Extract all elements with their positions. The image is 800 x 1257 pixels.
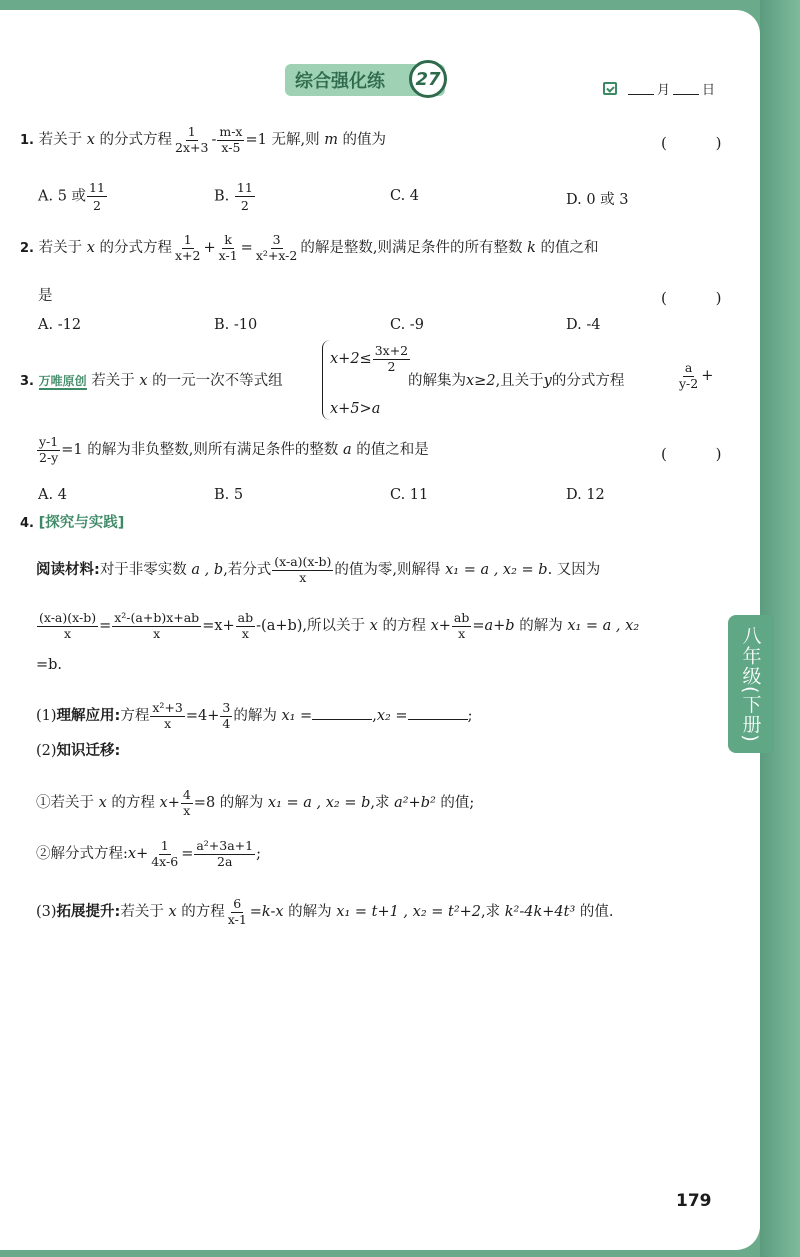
reading-material-line-1: 阅读材料:对于非零实数 a , b,若分式 $\frac{(x-a)(x-b)}{x}$ 的值为零,则解得 x₁ = a , x₂ = b. 又因为 [36,554,601,585]
option-3c[interactable]: C. 11 [390,487,429,503]
option-3b[interactable]: B. 5 [214,487,244,503]
part-2a: ①若关于 x 的方程 x+ $\frac{4}{x}$ =8 的解为 x₁ = a , x₂ = b,求 a²+b² 的值; [36,787,475,818]
section-number: 27 [409,60,447,98]
answer-paren-1[interactable]: ( ) [661,134,744,152]
answer-blank-x1[interactable] [312,708,372,720]
option-1a[interactable]: A. 5 或 $\frac{11}{2}$ [38,180,105,213]
day-blank[interactable] [673,82,699,95]
part-3: (3)拓展提升:若关于 x 的方程 $\frac{6}{x-1}$ =k-x 的解为 x₁ = t+1 , x₂ = t²+2,求 k²-4k+4t³ 的值. [36,896,614,927]
question-4-header: 4. [探究与实践] [20,515,125,531]
question-tag: [探究与实践] [38,515,125,531]
system-brace [322,340,330,420]
inequality-1: x+2≤ $\frac{3x+2}{2}$ [330,343,409,374]
inequality-2: x+5>a [330,401,381,417]
page-number: 179 [676,1191,712,1211]
part-1: (1)理解应用:方程 $\frac{\text{x²+3}}{x}$ =4+ $\frac{3}{4}$ 的解为 x₁ = ,x₂ = ; [36,700,473,731]
option-1d[interactable]: D. 0 或 3 [566,192,629,208]
month-label: 月 [657,83,671,98]
reading-material-line-2: $\frac{(x-a)(x-b)}{x}$ = $\frac{\text{x²-(a+b)x+ab}}{x}$ =x+ $\frac{ab}{x}$ -(a+b),所以关于 x 的方程 x+ $\frac{ab}{x}$ =a+b 的解为 x₁ = a , x₂ [39,610,640,641]
option-1b[interactable]: B. $\frac{11}{2}$ [214,180,253,213]
option-2b[interactable]: B. -10 [214,317,258,333]
option-2a[interactable]: A. -12 [38,317,82,333]
month-blank[interactable] [628,82,654,95]
grade-tab: 八年级(下册) [728,615,774,753]
answer-paren-2[interactable]: ( ) [661,289,744,307]
fraction: $\frac{3}{\text{x²+x-2}}$ [255,232,298,263]
q3-fraction-a: $\frac{a}{y-2}$ + [679,360,714,391]
section-title: 综合强化练 [295,71,385,92]
option-2d[interactable]: D. -4 [566,317,601,333]
calendar-check-icon [603,82,617,95]
question-2-cont: 是 [38,288,53,304]
fraction: $\frac{1}{2x+3}$ [175,124,209,155]
option-3a[interactable]: A. 4 [38,487,67,503]
question-3-tail: 的解集为x≥2,且关于y的分式方程 [408,373,625,389]
fraction: $\frac{m-x}{x-5}$ [219,124,243,155]
question-number: 1. [20,133,34,148]
day-label: 日 [702,83,716,98]
answer-paren-3[interactable]: ( ) [661,445,744,463]
option-1c[interactable]: C. 4 [390,188,420,204]
question-3: 3. 万唯原创 若关于 x 的一元一次不等式组 [20,373,283,389]
original-badge: 万唯原创 [38,374,87,388]
question-1: 1. 若关于 x 的分式方程 $\frac{1}{2x+3}$ - $\frac{m-x}{x-5}$ =1 无解,则 m 的值为 [20,124,387,155]
part-2-header: (2)知识迁移: [36,743,121,759]
section-title-banner [285,64,445,96]
reading-material-line-3: =b. [36,657,63,673]
question-2: 2. 若关于 x 的分式方程 $\frac{1}{x+2}$ + $\frac{k}{x-1}$ = $\frac{3}{\text{x²+x-2}}$ 的解是整数,则满足条件的所有整数 k 的值之和 [20,232,599,263]
fraction: $\frac{k}{x-1}$ [218,232,238,263]
option-2c[interactable]: C. -9 [390,317,424,333]
question-3-cont: $\frac{y-1}{2-y}$ =1 的解为非负整数,则所有满足条件的整数 a 的值之和是 [39,434,429,465]
answer-blank-x2[interactable] [408,708,468,720]
option-3d[interactable]: D. 12 [566,487,605,503]
fraction: $\frac{1}{x+2}$ [175,232,201,263]
part-2b: ②解分式方程:x+ $\frac{1}{4x-6}$ = $\frac{\text{a²+3a+1}}{2a}$ ; [36,838,262,869]
date-field [603,79,715,98]
